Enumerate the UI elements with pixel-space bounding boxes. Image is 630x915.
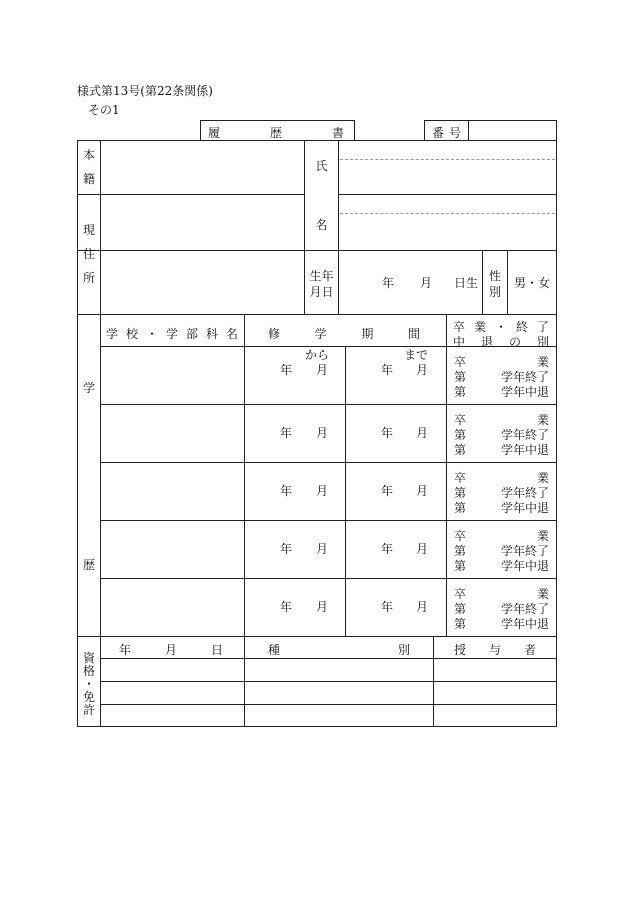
- status-graduate-suffix: 業: [536, 529, 549, 543]
- status-graduate-suffix: 業: [536, 413, 549, 427]
- status-graduate-prefix: 卒: [454, 471, 467, 485]
- status-header-2: 中 退 の 別: [453, 335, 549, 349]
- start-month[interactable]: 月: [316, 600, 329, 614]
- current-address-field[interactable]: [101, 195, 303, 313]
- sex-value[interactable]: 男・女: [514, 276, 551, 290]
- school-name-field[interactable]: [101, 347, 243, 403]
- status-header-1: 卒 業 ・ 終 了: [453, 320, 549, 334]
- current-address-label: 現 住 所: [82, 223, 95, 285]
- school-name-field[interactable]: [101, 405, 243, 461]
- end-year[interactable]: 年: [381, 600, 394, 614]
- qual-type-field[interactable]: [245, 682, 432, 703]
- status-withdrawn-prefix: 第: [454, 617, 467, 631]
- birth-day: 日生: [454, 276, 479, 290]
- status-withdrawn-prefix: 第: [454, 559, 467, 573]
- qual-type-header: 種 別: [268, 643, 410, 657]
- qual-type-field[interactable]: [245, 705, 432, 726]
- status-withdrawn-suffix: 学年中退: [500, 385, 549, 399]
- qual-date-header: 年 月 日: [119, 643, 223, 657]
- school-header: 学 校 ・ 学 部 科 名: [106, 327, 238, 341]
- sex-label: 性 別: [488, 269, 501, 299]
- qual-issuer-header: 授 与 者: [454, 643, 536, 657]
- name-field[interactable]: [339, 195, 555, 249]
- status-withdrawn: [454, 615, 549, 632]
- number-field[interactable]: [469, 121, 555, 139]
- from-label: から: [305, 348, 330, 362]
- school-name-field[interactable]: [101, 463, 243, 519]
- end-month[interactable]: 月: [416, 600, 429, 614]
- birth-month: 月: [420, 276, 433, 290]
- start-year[interactable]: 年: [280, 426, 293, 440]
- number-label: 番 号: [432, 126, 461, 140]
- status-completed-suffix: 学年終了: [500, 602, 549, 616]
- status-withdrawn: [454, 383, 549, 400]
- end-month[interactable]: 月: [416, 426, 429, 440]
- document-title: 履 歴 書: [208, 126, 344, 140]
- status-withdrawn: [454, 557, 549, 574]
- end-year[interactable]: 年: [381, 484, 394, 498]
- status-withdrawn-prefix: 第: [454, 443, 467, 457]
- education-label-2: 歴: [82, 558, 95, 572]
- status-withdrawn-suffix: 学年中退: [500, 617, 549, 631]
- birth-label: 生年 月日: [309, 269, 334, 299]
- status-graduate-prefix: 卒: [454, 355, 467, 369]
- start-month[interactable]: 月: [316, 426, 329, 440]
- qual-date-field[interactable]: [101, 705, 243, 726]
- status-completed-suffix: 学年終了: [500, 486, 549, 500]
- status-graduate-suffix: 業: [536, 587, 549, 601]
- end-month[interactable]: 月: [416, 542, 429, 556]
- qual-issuer-field[interactable]: [434, 705, 555, 726]
- status-completed-prefix: 第: [454, 544, 467, 558]
- to-label: まで: [404, 348, 429, 362]
- start-year[interactable]: 年: [280, 542, 293, 556]
- honseki-label: 本 籍: [82, 148, 95, 186]
- school-name-field[interactable]: [101, 579, 243, 635]
- start-year[interactable]: 年: [280, 600, 293, 614]
- education-label-1: 学: [82, 381, 95, 395]
- start-year[interactable]: 年: [280, 363, 293, 377]
- status-withdrawn-prefix: 第: [454, 385, 467, 399]
- qual-type-field[interactable]: [245, 659, 432, 680]
- start-year[interactable]: 年: [280, 484, 293, 498]
- qualifications-label: 資 格 ・ 免 許: [82, 651, 95, 717]
- qual-date-field[interactable]: [101, 659, 243, 680]
- school-name-field[interactable]: [101, 521, 243, 577]
- status-withdrawn-prefix: 第: [454, 501, 467, 515]
- form-number: 様式第13号(第22条関係): [77, 84, 213, 98]
- status-completed-suffix: 学年終了: [500, 428, 549, 442]
- status-completed-prefix: 第: [454, 428, 467, 442]
- status-graduate-prefix: 卒: [454, 413, 467, 427]
- status-graduate-suffix: 業: [536, 355, 549, 369]
- qual-issuer-field[interactable]: [434, 659, 555, 680]
- status-graduate-prefix: 卒: [454, 529, 467, 543]
- status-withdrawn-suffix: 学年中退: [500, 559, 549, 573]
- status-withdrawn: [454, 499, 549, 516]
- start-month[interactable]: 月: [316, 363, 329, 377]
- status-completed-suffix: 学年終了: [500, 544, 549, 558]
- end-year[interactable]: 年: [381, 363, 394, 377]
- end-month[interactable]: 月: [416, 363, 429, 377]
- qual-date-field[interactable]: [101, 682, 243, 703]
- sheet-number: その1: [88, 103, 120, 117]
- status-graduate-suffix: 業: [536, 471, 549, 485]
- name-label-1: 氏: [315, 159, 328, 173]
- start-month[interactable]: 月: [316, 484, 329, 498]
- honseki-field[interactable]: [101, 141, 303, 193]
- end-year[interactable]: 年: [381, 542, 394, 556]
- start-month[interactable]: 月: [316, 542, 329, 556]
- end-year[interactable]: 年: [381, 426, 394, 440]
- end-month[interactable]: 月: [416, 484, 429, 498]
- birth-year: 年: [382, 276, 395, 290]
- name-furigana-field[interactable]: [339, 141, 555, 193]
- status-withdrawn-suffix: 学年中退: [500, 443, 549, 457]
- status-completed-prefix: 第: [454, 486, 467, 500]
- period-header: 修 学 期 間: [268, 327, 420, 341]
- status-graduate-prefix: 卒: [454, 587, 467, 601]
- qual-issuer-field[interactable]: [434, 682, 555, 703]
- status-withdrawn: [454, 441, 549, 458]
- status-completed-prefix: 第: [454, 602, 467, 616]
- name-label-2: 名: [315, 218, 328, 232]
- status-withdrawn-suffix: 学年中退: [500, 501, 549, 515]
- status-completed-prefix: 第: [454, 370, 467, 384]
- status-completed-suffix: 学年終了: [500, 370, 549, 384]
